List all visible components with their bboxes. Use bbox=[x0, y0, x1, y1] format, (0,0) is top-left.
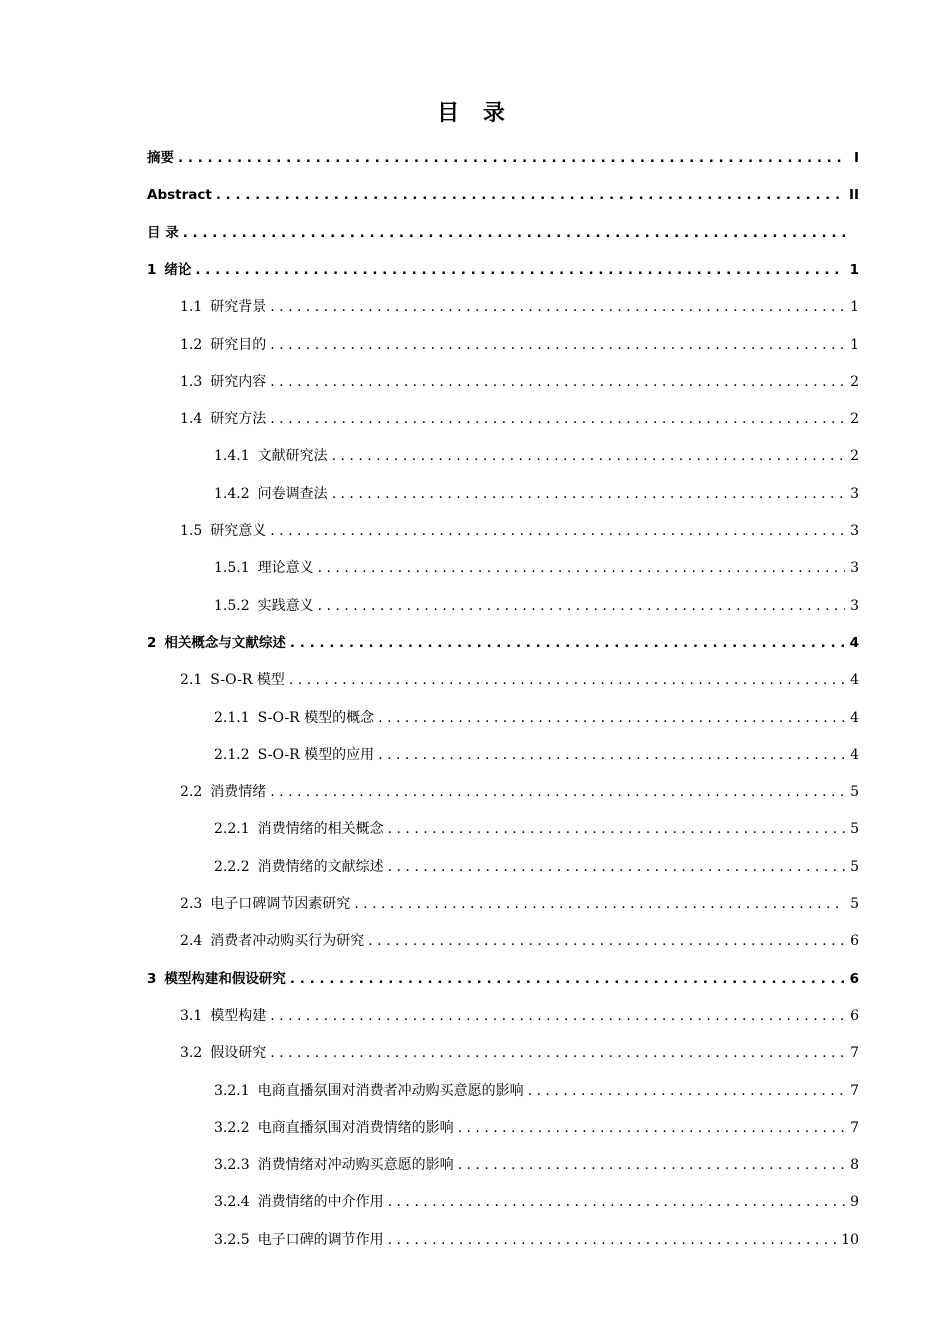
dot-leader bbox=[332, 478, 845, 510]
toc-entry[interactable] bbox=[214, 851, 859, 883]
toc-entry[interactable] bbox=[214, 1224, 859, 1256]
toc-entry[interactable] bbox=[214, 739, 859, 771]
toc-entry-page-number: 7 bbox=[850, 1045, 859, 1062]
toc-entry-number: 1.4.1 bbox=[214, 448, 250, 465]
toc-entry-title: 模型构建和假设研究 bbox=[164, 970, 286, 987]
toc-entry-number: 2 bbox=[147, 634, 157, 651]
toc-entry-number: 1.4 bbox=[180, 411, 203, 428]
toc-entry-number: 2.3 bbox=[180, 896, 203, 912]
dot-leader bbox=[458, 1149, 845, 1181]
toc-entry-page-number: 7 bbox=[850, 1082, 859, 1099]
toc-entry-number: 1.5.2 bbox=[214, 597, 250, 614]
dot-leader bbox=[378, 739, 845, 771]
dot-leader bbox=[290, 963, 845, 995]
dot-leader bbox=[318, 552, 845, 584]
toc-entry-title: 研究意义 bbox=[210, 523, 267, 539]
toc-entry-title: 研究背景 bbox=[210, 299, 267, 316]
toc-entry-number: 1.5 bbox=[180, 523, 203, 539]
toc-entry[interactable] bbox=[180, 403, 859, 435]
dot-leader bbox=[458, 1112, 845, 1144]
toc-entry-page-number: 5 bbox=[850, 858, 859, 875]
toc-entry-number: 1.1 bbox=[180, 299, 203, 316]
toc-entry-page-number: 6 bbox=[850, 933, 859, 950]
toc-entry[interactable] bbox=[214, 590, 859, 622]
toc-entry-page-number: 5 bbox=[850, 784, 859, 801]
toc-entry-page-number: 2 bbox=[850, 373, 859, 390]
toc-entry[interactable] bbox=[147, 627, 859, 659]
toc-entry[interactable] bbox=[180, 291, 859, 323]
toc-entry-title: 电商直播氛围对消费者冲动购买意愿的影响 bbox=[257, 1082, 524, 1099]
toc-entry-title: 问卷调查法 bbox=[257, 485, 328, 502]
dot-leader bbox=[378, 702, 845, 734]
toc-entry-page-number: 6 bbox=[850, 1007, 859, 1024]
toc-entry-title: 消费者冲动购买行为研究 bbox=[210, 933, 365, 950]
dot-leader bbox=[270, 776, 845, 808]
toc-entry-number: 1.2 bbox=[180, 336, 203, 353]
toc-entry-title: S-O-R 模型 bbox=[210, 672, 285, 689]
toc-entry-title: 消费情绪的文献综述 bbox=[257, 858, 384, 875]
toc-entry[interactable] bbox=[214, 1149, 859, 1181]
toc-entry-title: 理论意义 bbox=[257, 560, 314, 577]
toc-entry-number: 1.5.1 bbox=[214, 560, 250, 577]
toc-entry-page-number: I bbox=[853, 150, 859, 166]
toc-entry-number: 1.4.2 bbox=[214, 485, 250, 502]
dot-leader bbox=[318, 590, 845, 622]
toc-entry-number: 2.2.2 bbox=[214, 858, 250, 875]
toc-entry[interactable] bbox=[147, 179, 859, 211]
dot-leader bbox=[290, 627, 845, 659]
toc-entry[interactable] bbox=[147, 217, 859, 249]
dot-leader bbox=[183, 217, 845, 249]
dot-leader bbox=[289, 664, 845, 696]
dot-leader bbox=[216, 179, 845, 211]
toc-entry[interactable] bbox=[180, 925, 859, 957]
toc-entry-number: 2.2 bbox=[180, 784, 203, 801]
dot-leader bbox=[388, 1224, 838, 1256]
toc-entry-number: 2.4 bbox=[180, 933, 203, 950]
toc-entry-title: 电商直播氛围对消费情绪的影响 bbox=[257, 1119, 454, 1136]
toc-entry-page-number: 1 bbox=[850, 299, 859, 316]
toc-entry-page-number: 10 bbox=[841, 1231, 859, 1248]
toc-entry-number: 3.2.5 bbox=[214, 1231, 250, 1248]
toc-entry-number: 3.2.2 bbox=[214, 1119, 250, 1136]
toc-title: 目 录 bbox=[437, 101, 513, 126]
toc-entry[interactable] bbox=[214, 702, 859, 734]
toc-entry[interactable] bbox=[180, 888, 859, 920]
toc-entry-page-number: 9 bbox=[850, 1194, 859, 1211]
toc-entry-page-number: 5 bbox=[850, 821, 859, 838]
dot-leader bbox=[388, 813, 845, 845]
toc-entry-title: 绪论 bbox=[164, 261, 192, 278]
toc-entry[interactable] bbox=[180, 776, 859, 808]
toc-entry[interactable] bbox=[214, 440, 859, 472]
toc-entry-number: 1.3 bbox=[180, 373, 203, 390]
dot-leader bbox=[270, 403, 845, 435]
dot-leader bbox=[195, 254, 845, 286]
toc-entry[interactable] bbox=[180, 1000, 859, 1032]
toc-entry-page-number: II bbox=[848, 187, 859, 204]
toc-entry[interactable] bbox=[180, 515, 859, 547]
toc-entry-number: 2.1.1 bbox=[214, 709, 250, 726]
dot-leader bbox=[270, 1000, 845, 1032]
toc-entry-page-number: 4 bbox=[850, 746, 859, 763]
toc-entry-title: 电子口碑调节因素研究 bbox=[210, 896, 351, 912]
toc-entry[interactable] bbox=[147, 142, 859, 174]
toc-entry[interactable] bbox=[214, 1112, 859, 1144]
toc-entry-number: 3.2 bbox=[180, 1045, 203, 1062]
toc-entry-number: 2.2.1 bbox=[214, 821, 250, 838]
dot-leader bbox=[332, 440, 845, 472]
toc-entry-page-number: 3 bbox=[850, 597, 859, 614]
toc-entry[interactable] bbox=[180, 329, 859, 361]
toc-entry-title: 消费情绪的相关概念 bbox=[257, 821, 384, 838]
toc-entry-title: 消费情绪的中介作用 bbox=[257, 1194, 384, 1211]
toc-entry[interactable] bbox=[214, 1186, 859, 1218]
toc-entry-title: 消费情绪 bbox=[210, 784, 267, 801]
toc-entry-number: 3.2.1 bbox=[214, 1082, 250, 1099]
toc-entry-title: 研究内容 bbox=[210, 373, 267, 390]
dot-leader bbox=[528, 1075, 845, 1107]
toc-entry-page-number: 1 bbox=[850, 336, 859, 353]
toc-entry-page-number: 2 bbox=[850, 448, 859, 465]
toc-entry-page-number: 7 bbox=[850, 1119, 859, 1136]
toc-entry-title: S-O-R 模型的概念 bbox=[257, 709, 375, 726]
toc-entry-number: 2.1.2 bbox=[214, 746, 250, 763]
toc-entry-title: 研究目的 bbox=[210, 336, 267, 353]
toc-entry[interactable] bbox=[147, 963, 859, 995]
toc-entry-page-number: 8 bbox=[850, 1157, 859, 1174]
toc-entry-page-number: 4 bbox=[849, 634, 859, 651]
toc-entry-page-number: 3 bbox=[850, 560, 859, 577]
toc-entry-number: 3.2.3 bbox=[214, 1157, 250, 1174]
toc-entry-page-number: 5 bbox=[850, 896, 859, 912]
toc-entry-page-number: 3 bbox=[850, 523, 859, 539]
toc-entry-page-number: 4 bbox=[850, 672, 859, 689]
dot-leader bbox=[388, 1186, 845, 1218]
toc-entry-title: 消费情绪对冲动购买意愿的影响 bbox=[257, 1157, 454, 1174]
toc-entry-title: 摘要 bbox=[147, 150, 174, 166]
toc-entry[interactable] bbox=[180, 664, 859, 696]
toc-entry[interactable] bbox=[214, 478, 859, 510]
toc-entry-title: 假设研究 bbox=[210, 1045, 267, 1062]
toc-entry-title: 模型构建 bbox=[210, 1007, 267, 1024]
dot-leader bbox=[368, 925, 845, 957]
toc-entry-page-number: 6 bbox=[849, 970, 859, 987]
toc-entry[interactable] bbox=[180, 366, 859, 398]
toc-entry-number: 2.1 bbox=[180, 672, 203, 689]
toc-entry-title: S-O-R 模型的应用 bbox=[257, 746, 375, 763]
toc-entry[interactable] bbox=[214, 1075, 859, 1107]
toc-entry-number: 3.1 bbox=[180, 1007, 203, 1024]
toc-entry-page-number: 1 bbox=[849, 261, 859, 278]
toc-entry[interactable] bbox=[214, 552, 859, 584]
toc-entry-number: 3.2.4 bbox=[214, 1194, 250, 1211]
dot-leader bbox=[270, 329, 845, 361]
toc-entry-title: 文献研究法 bbox=[257, 448, 328, 465]
toc-entry-page-number: 4 bbox=[850, 709, 859, 726]
toc-entry-title: 研究方法 bbox=[210, 411, 267, 428]
toc-entry-page-number: 3 bbox=[850, 485, 859, 502]
toc-entry-title: 相关概念与文献综述 bbox=[164, 634, 286, 651]
dot-leader bbox=[178, 142, 845, 174]
toc-entry-title: 电子口碑的调节作用 bbox=[257, 1231, 384, 1248]
toc-entry-title: 实践意义 bbox=[257, 597, 314, 614]
toc-entry-page-number: 2 bbox=[850, 411, 859, 428]
toc-entry[interactable] bbox=[147, 254, 859, 286]
toc-entry[interactable] bbox=[180, 1037, 859, 1069]
toc-entry-title: 目 录 bbox=[147, 224, 179, 241]
toc-entry-title: Abstract bbox=[147, 187, 212, 204]
toc-entry-number: 1 bbox=[147, 261, 157, 278]
dot-leader bbox=[354, 888, 845, 920]
toc-entry[interactable] bbox=[214, 813, 859, 845]
toc-entry-number: 3 bbox=[147, 970, 157, 987]
dot-leader bbox=[270, 366, 845, 398]
dot-leader bbox=[270, 515, 845, 547]
dot-leader bbox=[270, 291, 845, 323]
dot-leader bbox=[270, 1037, 845, 1069]
dot-leader bbox=[388, 851, 845, 883]
